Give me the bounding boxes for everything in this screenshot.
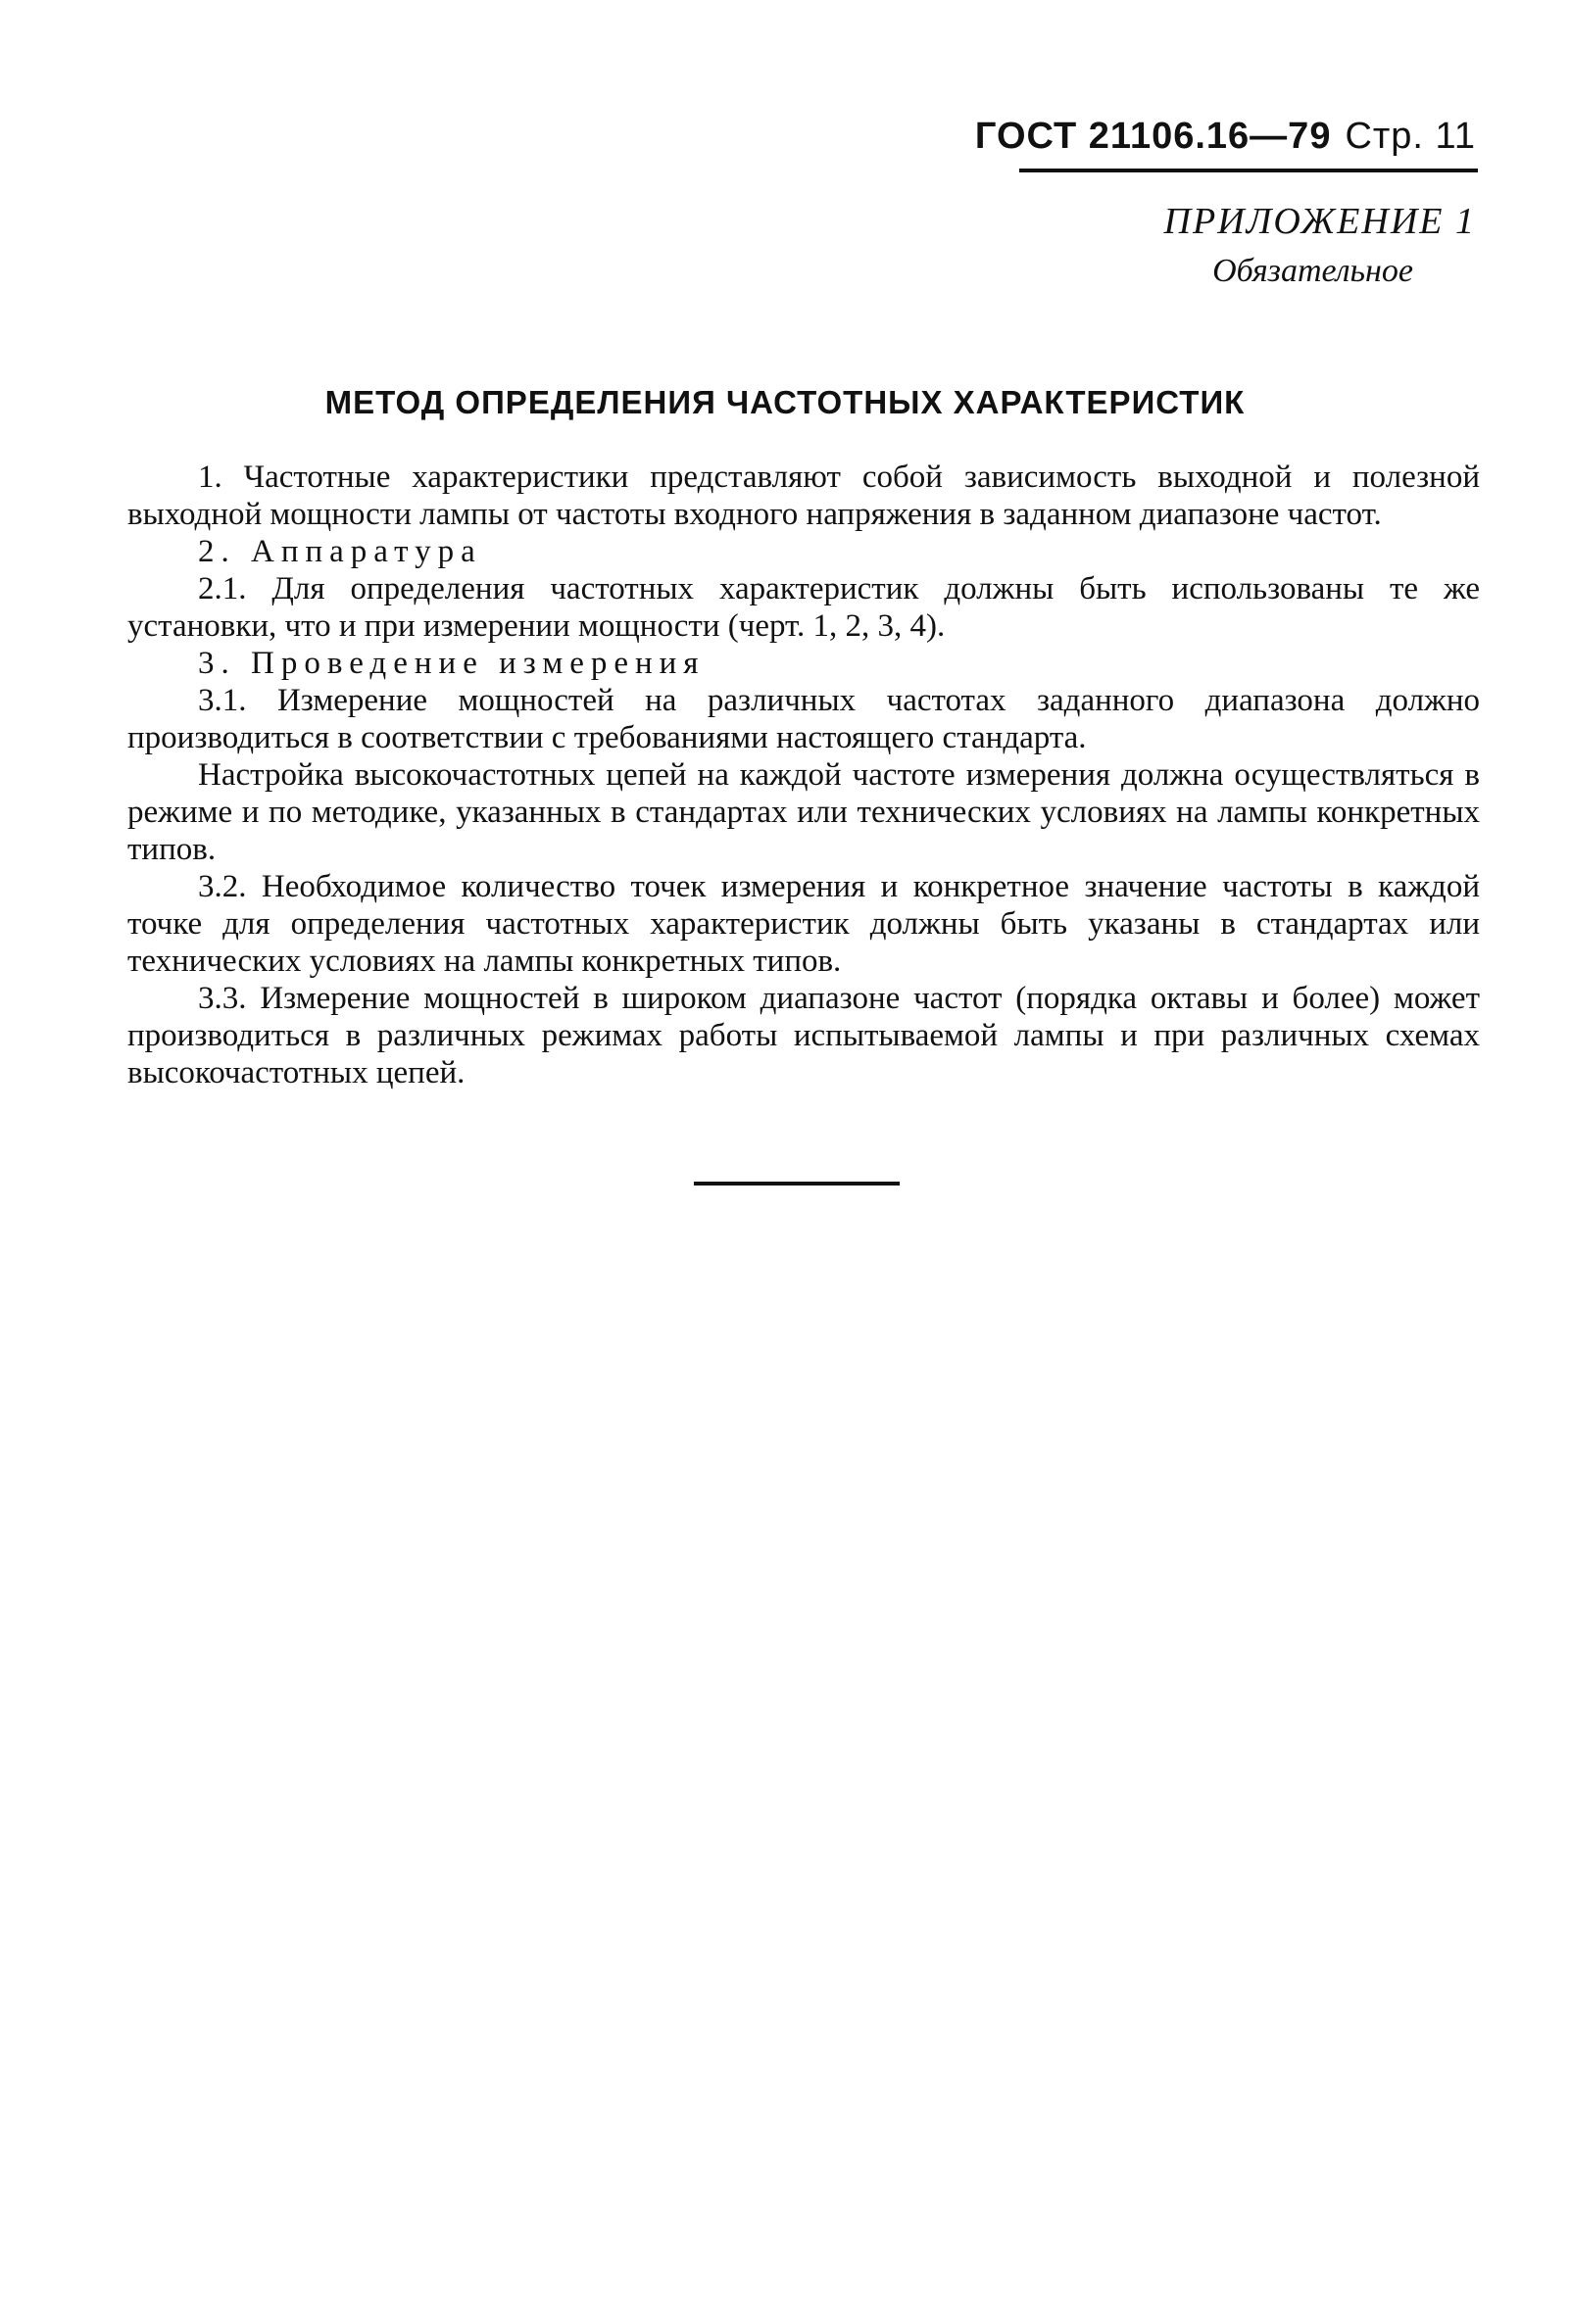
appendix-title: ПРИЛОЖЕНИЕ 1 [1163, 201, 1476, 242]
paragraph-3-1: 3.1. Измерение мощностей на различных частотах заданного диапазона должно производиться в соответствии с требованиями настоящего стандарта. [127, 683, 1480, 755]
section-title: МЕТОД ОПРЕДЕЛЕНИЯ ЧАСТОТНЫХ ХАРАКТЕРИСТИК [324, 384, 1246, 420]
heading-apparatus: 2. Аппаратура [198, 534, 482, 569]
paragraph-1: 1. Частотные характеристики представляют собой зависимость выходной и полезной выходной мощности лампы от частоты входного напряжения в заданном диапазоне частот. [127, 460, 1480, 532]
paragraph-3-1-tuning: Настройка высокочастотных цепей на каждой частоте измерения должна осуществляться в режиме и по методике, указанных в стандартах или технических условиях на лампы конкретных типов. [127, 757, 1480, 867]
appendix-status: Обязательное [1212, 253, 1413, 289]
page-header [975, 116, 1476, 158]
end-divider [694, 1182, 900, 1186]
document-body [127, 459, 1480, 1091]
standard-number: ГОСТ 21106.16—79 [974, 116, 1332, 157]
header-divider [1019, 169, 1478, 172]
paragraph-3-2: 3.2. Необходимое количество точек измерения и конкретное значение частоты в каждой точке для определения частотных характеристик должны быть указаны в стандартах или технических условиях на лампы конкретных типов. [127, 869, 1480, 979]
paragraph-2-1: 2.1. Для определения частотных характеристик должны быть использованы те же установки, что и при измерении мощности (черт. 1, 2, 3, 4). [127, 571, 1480, 644]
paragraph-3-3: 3.3. Измерение мощностей в широком диапазоне частот (порядка октавы и более) может производиться в различных режимах работы испытываемой лампы и при различных схемах высокочастотных цепей. [127, 981, 1480, 1090]
page-number: Стр. 11 [1345, 116, 1476, 157]
heading-measurement: 3. Проведение измерения [198, 646, 706, 681]
